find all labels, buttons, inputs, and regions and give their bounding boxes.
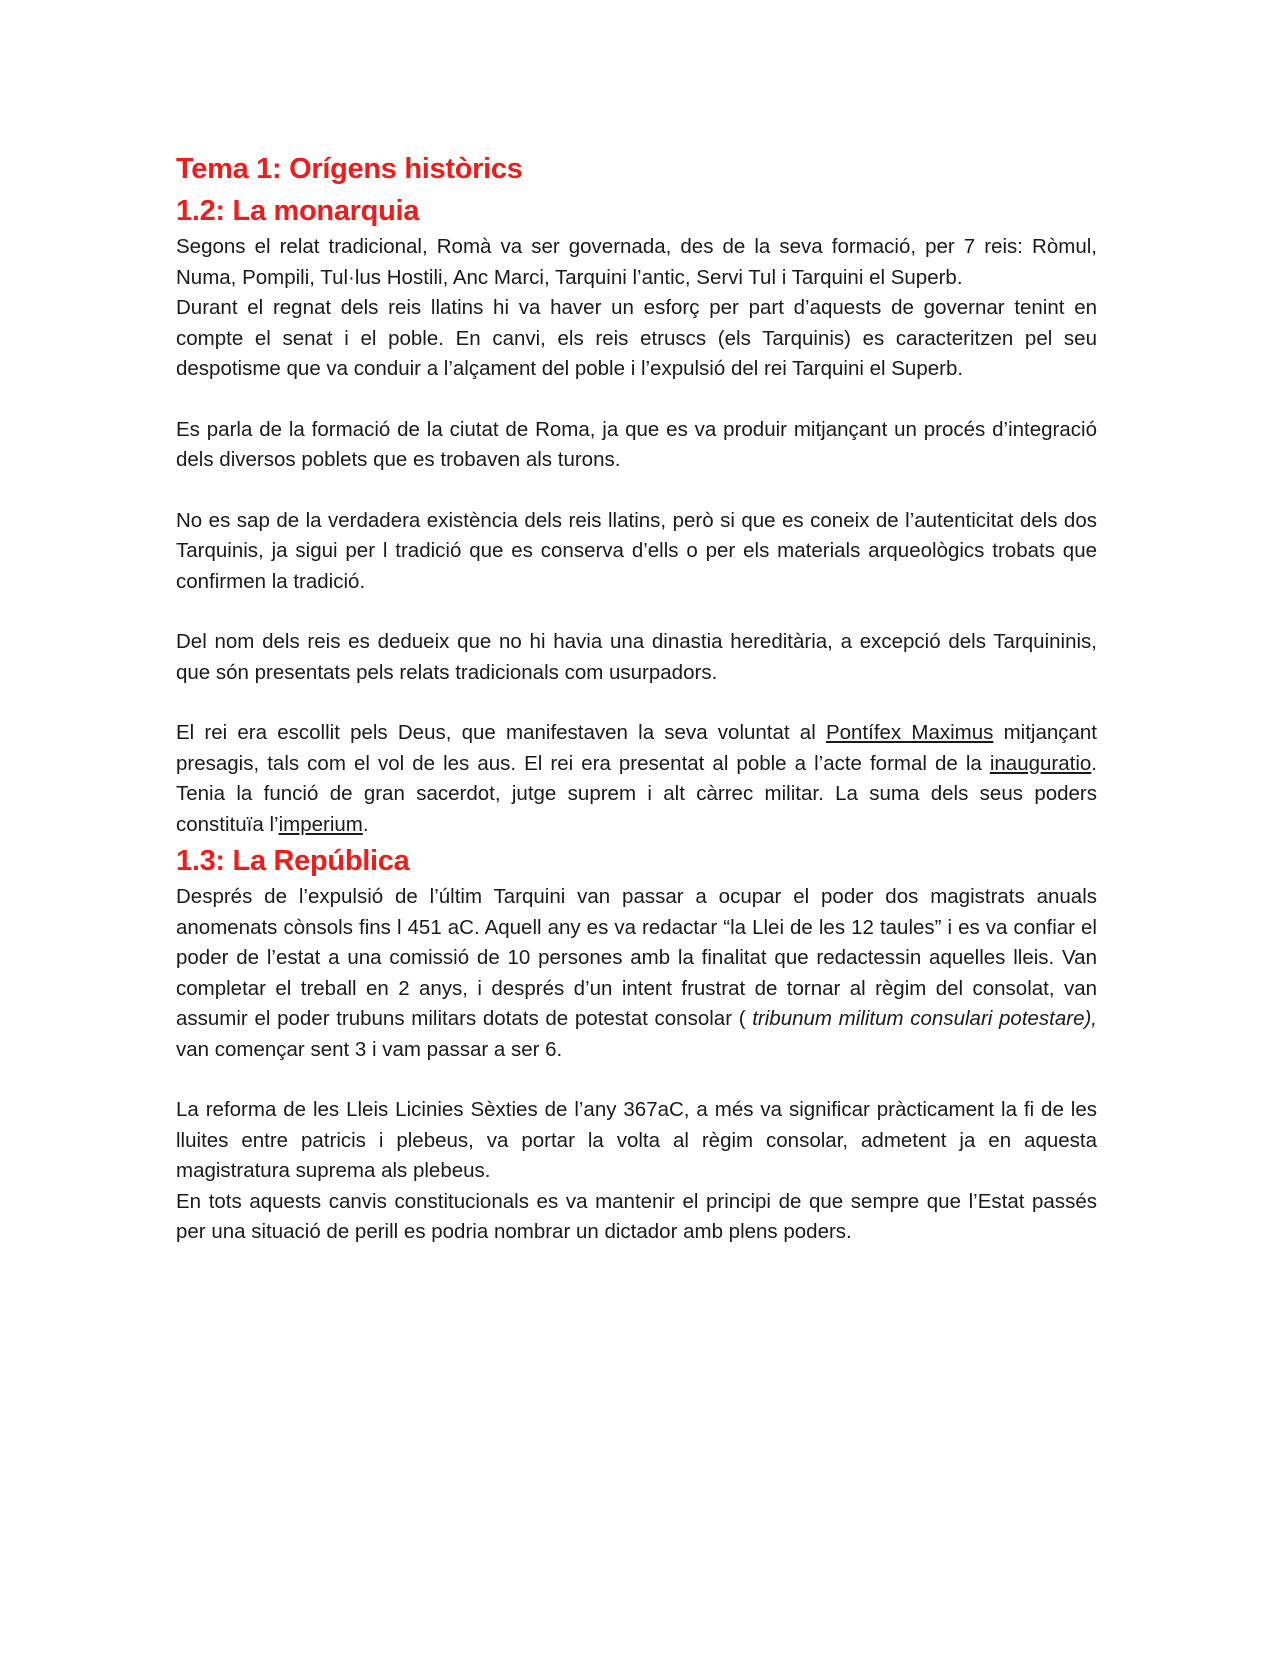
paragraph-rei-escollit xyxy=(176,718,1097,840)
paragraph-consols xyxy=(176,882,1097,1065)
term-pontifex-maximus: Pontífex Maximus xyxy=(825,721,994,744)
paragraph-gap xyxy=(176,688,1097,718)
paragraph-gap xyxy=(176,597,1097,627)
paragraph-gap xyxy=(176,1065,1097,1095)
document-title: Tema 1: Orígens històrics xyxy=(176,153,523,185)
text-run: mitjançant presagis, tals com el vol de les aus. El rei era presentat al poble a l’acte formal de la xyxy=(176,721,1098,775)
paragraph-existencia: No es sap de la verdadera existència dels reis llatins, però si que es coneix de l’autenticitat dels dos Tarquinis, ja sigui per l tradició que es conserva d’ells o per els materials arqueològics trobats que confirmen la tradició. xyxy=(176,508,1097,593)
text-run: . Tenia la funció de gran sacerdot, jutge suprem i alt càrrec militar. La suma dels seus poders constituïa l’ xyxy=(176,751,1097,836)
paragraph-dictador: En tots aquests canvis constitucionals es va mantenir el principi de que sempre que l’Estat passés per una situació de perill es podria nombrar un dictador amb plens poders. xyxy=(176,1189,1097,1243)
section-heading-republica: 1.3: La República xyxy=(176,845,410,877)
paragraph-reis: Segons el relat tradicional, Romà va ser governada, des de la seva formació, per 7 reis: Ròmul, Numa, Pompili, Tul·lus Hostili, Anc Marci, Tarquini l’antic, Servi Tul i Tarquini el Superb. xyxy=(176,235,1097,289)
text-run: Després de l’expulsió de l’últim Tarquini van passar a ocupar el poder dos magistrats anuals anomenats cònsols fins l 451 aC. Aquell any es va redactar “la Llei de les 12 taules” i es va confiar el poder de l’estat a una comissió de 10 persones amb la finalitat que redactessin aquelles lleis. Van completar el treball en 2 anys, i després d’un intent frustrat de tornar al règim del consolat, van assumir el poder trubuns militars dotats de potestat consolar ( xyxy=(176,885,1097,1030)
section-heading-monarquia: 1.2: La monarquia xyxy=(176,195,420,227)
term-tribunum: tribunum militum consulari potestare), xyxy=(752,1007,1098,1030)
paragraph-gap xyxy=(176,385,1097,415)
term-inauguratio: inauguratio xyxy=(989,751,1092,775)
paragraph-dinastia: Del nom dels reis es dedueix que no hi havia una dinastia hereditària, a excepció dels Tarquininis, que són presentats pels relats tradicionals com usurpadors. xyxy=(176,630,1097,684)
term-imperium: imperium xyxy=(278,812,363,836)
paragraph-gap xyxy=(176,476,1097,506)
text-run: . xyxy=(362,812,369,836)
paragraph-regnat: Durant el regnat dels reis llatins hi va haver un esforç per part d’aquests de governar tenint en compte el senat i el poble. En canvi, els reis etruscs (els Tarquinis) es caracteritzen pel seu despotisme que va conduir a l’alçament del poble i l’expulsió del rei Tarquini el Superb. xyxy=(176,296,1097,380)
text-run: van començar sent 3 i vam passar a ser 6. xyxy=(176,1037,563,1061)
paragraph-formacio: Es parla de la formació de la ciutat de Roma, ja que es va produir mitjançant un procés d’integració dels diversos poblets que es trobaven als turons. xyxy=(176,417,1097,471)
paragraph-lleis-licinies: La reforma de les Lleis Licinies Sèxties de l’any 367aC, a més va significar pràcticament la fi de les lluites entre patricis i plebeus, va portar la volta al règim consolar, admetent ja en aquesta magistratura suprema als plebeus. xyxy=(176,1098,1097,1182)
document-page xyxy=(176,148,1097,1248)
text-run: El rei era escollit pels Deus, que manifestaven la seva voluntat al xyxy=(176,721,826,744)
